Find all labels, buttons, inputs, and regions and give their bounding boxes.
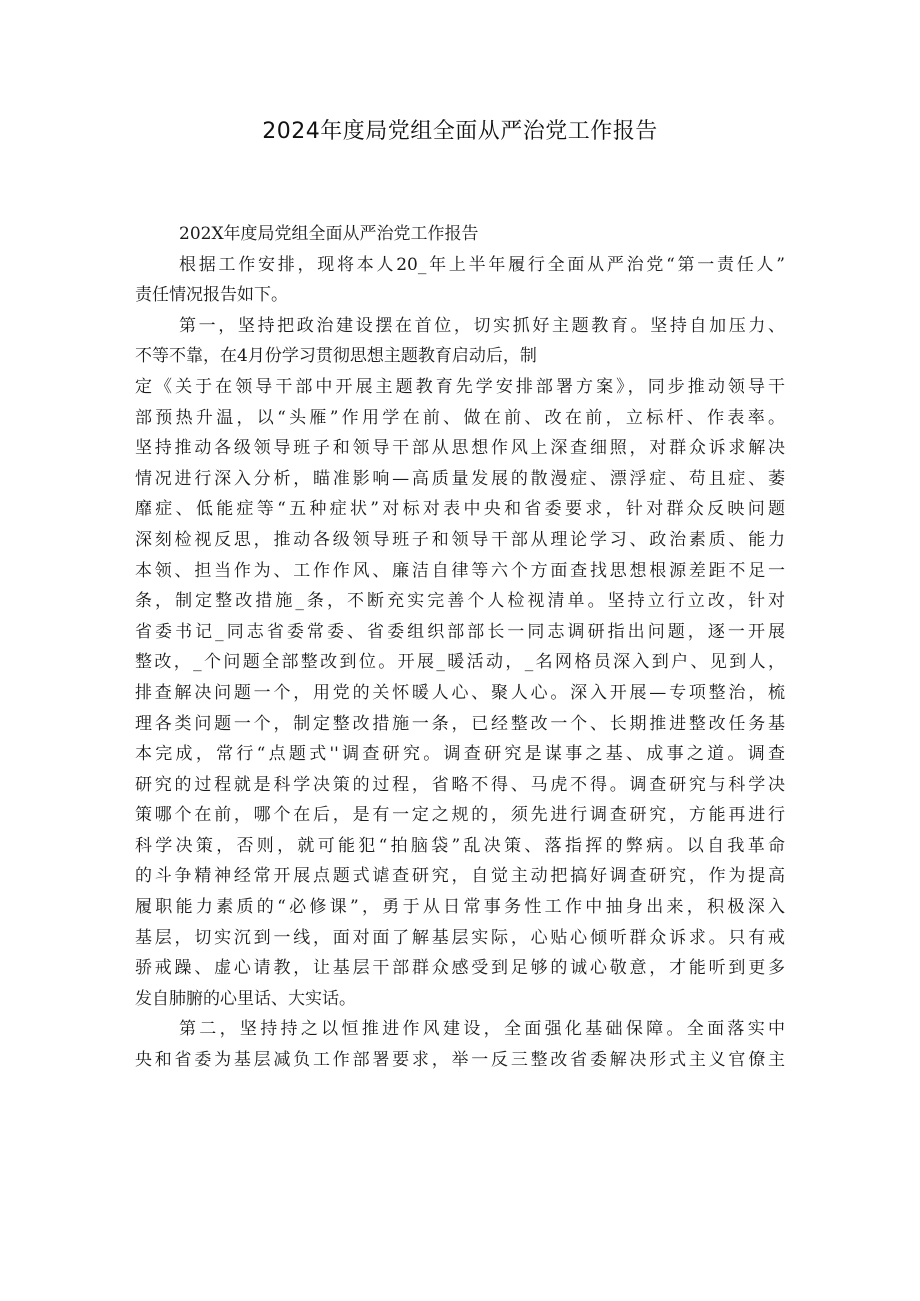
subtitle-line: 202X年度局党组全面从严治党工作报告 <box>179 224 479 244</box>
paragraph-2-line-13: 排查解决问题一个，用党的关怀暖人心、聚人心。深入开展—专项整治，梳 <box>135 682 785 703</box>
paragraph-2-line-1: 第一，坚持把政治建设摆在首位，切实抓好主题教育。坚持自加压力、 <box>179 315 785 336</box>
paragraph-2-line-3: 定《关于在领导干部中开展主题教育先学安排部署方案》，同步推动领导干 <box>135 376 785 397</box>
paragraph-2-line-17: 策哪个在前，哪个在后，是有一定之规的，须先进行调查研究，方能再进行 <box>135 805 785 826</box>
paragraph-2-line-8: 深刻检视反思，推动各级领导班子和领导干部从理论学习、政治素质、能力 <box>135 529 785 550</box>
paragraph-2-line-20: 履职能力素质的“必修课”，勇于从日常事务性工作中抽身出来，积极深入 <box>135 897 785 918</box>
document-body <box>135 219 785 1076</box>
paragraph-2-line-15: 本完成，常行“点题式''调查研究。调查研究是谋事之基、成事之道。调查 <box>135 744 785 765</box>
paragraph-2-line-21: 基层，切实沉到一线，面对面了解基层实际，心贴心倾听群众诉求。只有戒 <box>135 927 785 948</box>
paragraph-3-line-2: 央和省委为基层减负工作部署要求，举一反三整改省委解决形式主义官僚主 <box>135 1050 785 1071</box>
paragraph-2-line-6: 情况进行深入分析，瞄准影响—高质量发展的散漫症、漂浮症、苟且症、萎 <box>135 468 785 489</box>
paragraph-2-line-7: 靡症、低能症等“五种症状”对标对表中央和省委要求，针对群众反映问题 <box>135 499 785 520</box>
paragraph-2-line-14: 理各类问题一个，制定整改措施一条，已经整改一个、长期推进整改任务基 <box>135 713 785 734</box>
paragraph-2-line-11: 省委书记_同志省委常委、省委组织部部长一同志调研指出问题，逐一开展 <box>135 621 785 642</box>
paragraph-3-line-1: 第二，坚持持之以恒推进作风建设，全面强化基础保障。全面落实中 <box>179 1019 785 1040</box>
paragraph-1-line-2: 责任情况报告如下。 <box>135 285 288 306</box>
paragraph-2-line-19: 的斗争精神经常开展点题式谑查研究，自觉主动把搞好调查研究，作为提高 <box>135 866 785 887</box>
paragraph-2-line-4: 部预热升温，以“头雁”作用学在前、做在前、改在前，立标杆、作表率。 <box>135 407 785 428</box>
paragraph-2-line-23: 发自肺腑的心里话、大实话。 <box>135 988 356 1009</box>
paragraph-2-line-16: 研究的过程就是科学决策的过程，省略不得、马虎不得。调查研究与科学决 <box>135 774 785 795</box>
paragraph-2-line-9: 本领、担当作为、工作作风、廉洁自律等六个方面查找思想根源差距不足一 <box>135 560 785 581</box>
paragraph-2-line-12: 整改，_个问题全部整改到位。开展_暖活动，_名网格员深入到户、见到人， <box>135 652 785 673</box>
paragraph-2-line-5: 坚持推动各级领导班子和领导干部从思想作风上深查细照，对群众诉求解决 <box>135 438 785 459</box>
document-title: 2024年度局党组全面从严治党工作报告 <box>262 119 658 144</box>
paragraph-1-line-1: 根据工作安排，现将本人20_年上半年履行全面从严治党“第一责任人” <box>179 254 785 275</box>
paragraph-2-line-22: 骄戒躁、虚心请教，让基层干部群众感受到足够的诚心敬意，才能听到更多 <box>135 958 785 979</box>
paragraph-2-line-10: 条，制定整改措施_条，不断充实完善个人检视清单。坚持立行立改，针对 <box>135 591 785 612</box>
paragraph-2-line-18: 科学决策，否则，就可能犯“拍脑袋”乱决策、落指挥的弊病。以自我革命 <box>135 835 785 856</box>
paragraph-2-line-2: 不等不靠，在4月份学习贯彻思想主题教育启动后，制 <box>135 346 537 367</box>
